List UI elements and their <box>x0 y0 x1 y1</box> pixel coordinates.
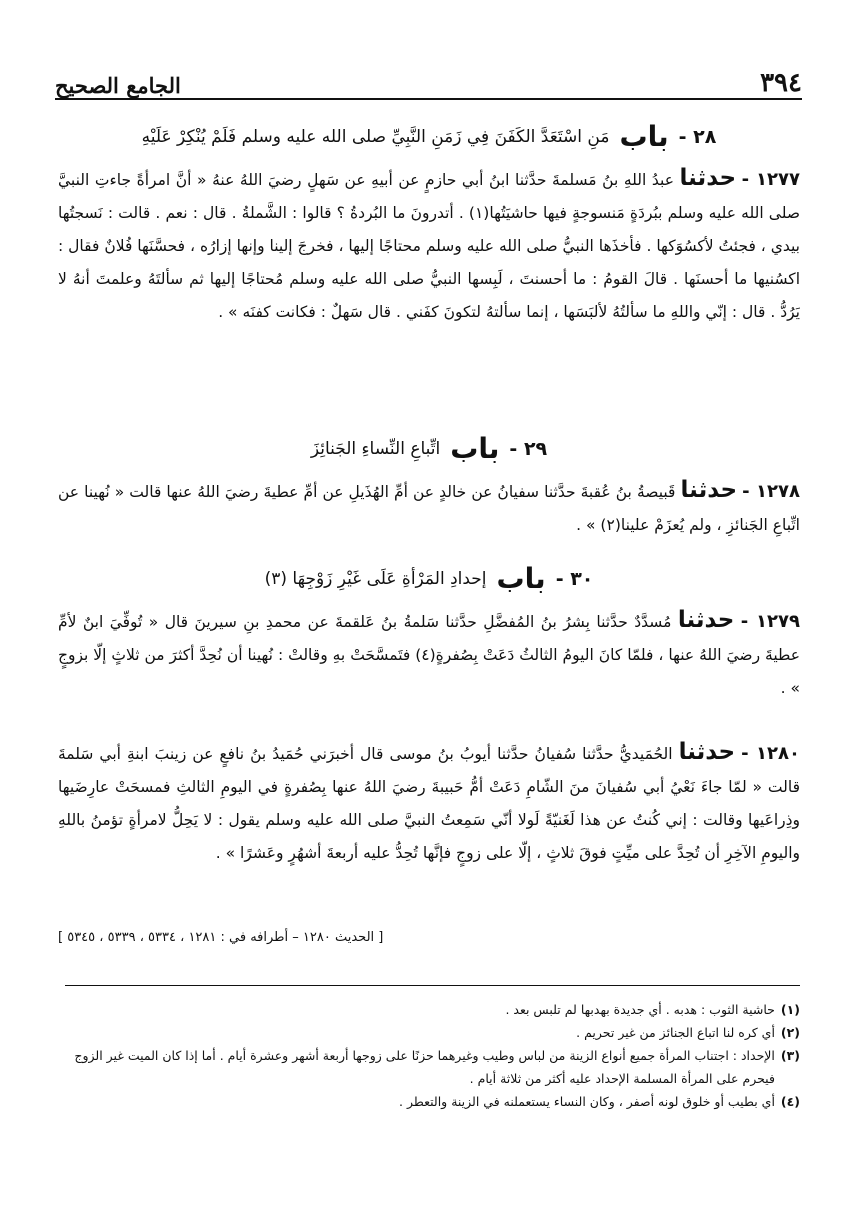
bab-label: باب <box>450 432 500 465</box>
hadith-paragraph <box>58 162 800 416</box>
bab-label: باب <box>496 562 546 595</box>
hadith-number: ١٢٨٠ - <box>741 743 800 764</box>
chapter-heading <box>58 554 800 604</box>
chapter-number: ٢٩ - <box>509 438 548 460</box>
hadith-number: ١٢٧٨ - <box>742 481 800 502</box>
footnote-text: أي بطيب أو خلوق لونه أصفر ، وكان النساء يستعملنه في الزينة والتعطر . <box>399 1094 775 1109</box>
chapter-title: مَنِ اسْتَعَدَّ الكَفَنَ فِي زَمَنِ النَّبِيِّ صلى الله عليه وسلم فَلَمْ يُنْكِرْ عَلَيْهِ <box>141 127 610 147</box>
footnote-number: (٤) <box>780 1094 800 1109</box>
hadith-paragraph <box>58 474 800 550</box>
haddathana-mark: حدثنا <box>678 739 736 765</box>
bab-label: باب <box>619 120 669 153</box>
page-header <box>55 58 802 100</box>
chapter-heading <box>58 112 800 162</box>
chapter-number: ٣٠ - <box>555 568 594 590</box>
footnote <box>58 1044 800 1090</box>
footnote-number: (٢) <box>780 1025 800 1040</box>
hadith-text: الحُمَيديُّ حدَّثنا سُفيانُ حدَّثنا أيوبُ بنُ موسى قال أخبرَني حُمَيدُ بنُ نافعٍ عن زينبَ ابنةِ أبي سَلمةَ قالت « لمّا جاءَ نَعْيُ أبي سُفيانَ منَ الشّامِ دَعَتْ أمُّ حَبيبةَ رضيَ اللهُ عنها بِصُفرةٍ في اليومِ الثالثِ فمسحَتْ عارِضَيها وذِراعَيها وقالت : إني كُنتُ عن هذا لَغَنيّةً لَولا أنّي سَمِعتُ النبيَّ صلى الله عليه وسلم يقول : لا يَحِلُّ لامرأةٍ تؤمنُ باللهِ واليومِ الآخِرِ أن تُحِدَّ على ميِّتٍ فوقَ ثلاثٍ ، إلّا على زوجٍ فإنَّها تُحِدُّ عليه أربعةَ أشهُرٍ وعَشرًا » . <box>58 745 800 862</box>
hadith-paragraph <box>58 736 800 926</box>
chapter-title: اتِّباعِ النِّساءِ الجَنائِزَ <box>310 439 441 459</box>
footnotes <box>58 998 800 1113</box>
hadith-text: عبدُ اللهِ بنُ مَسلمةَ حدَّثنا ابنُ أبي حازمٍ عن أبيهِ عن سَهلٍ رضيَ اللهُ عنهُ « أنَّ امرأةً جاءتِ النبيَّ صلى الله عليه وسلم ببُردَةٍ مَنسوجةٍ فيها حاشيَتُها(١) . أتدرونَ ما البُردةُ ؟ قالوا : الشَّملةُ . قال : نعم . قالت : نَسجتُها بيدي ، فجئتُ لأكسُوَكها . فأخذَها النبيُّ صلى الله عليه وسلم محتاجًا إليها ، فخرجَ إلينا وإنها إزارُه ، فحسَّنَها فُلانٌ فقال : اكسُنيها ما أحسنَها . قالَ القومُ : ما أحسنتَ ، لَبِسها النبيُّ صلى الله عليه وسلم مُحتاجًا إليها ثم سألتَهُ وعلمتَ أنهُ لا يَرُدُّ . قال : إنّي واللهِ ما سألتُهُ لألبَسَها ، إنما سألتهُ لتكونَ كفَني . قال سَهلٌ : فكانت كفنَه » . <box>58 171 800 321</box>
hadith-text: قَبيصةُ بنُ عُقبةَ حدَّثنا سفيانُ عن خالدٍ عن أمِّ الهُذَيلِ عن أمِّ عطيةَ رضيَ اللهُ عنها قالت « نُهينا عن اتِّباعِ الجَنائزِ ، ولم يُعزَمْ علينا(٢) » . <box>58 483 800 534</box>
chapter-heading <box>58 424 800 474</box>
hadith-reference: [ الحديث ١٢٨٠ – أطرافه في : ١٢٨١ ، ٥٣٣٤ ، ٥٣٣٩ ، ٥٣٤٥ ] <box>58 930 384 945</box>
footnote <box>58 998 800 1021</box>
footnote-divider <box>65 985 800 986</box>
page-number: ٣٩٤ <box>760 68 802 98</box>
hadith-text: مُسدَّدٌ حدَّثنا بِشرُ بنُ المُفضَّلِ حدَّثنا سَلمةُ بنُ عَلقمةَ عن محمدِ بنِ سيرينَ قال « تُوفِّيَ ابنٌ لأمِّ عطيةَ رضيَ اللهُ عنها ، فلمّا كانَ اليومُ الثالثُ دَعَتْ بِصُفرةٍ(٤) فتَمسَّحَتْ بهِ وقالتْ : نُهينا أن نُحِدَّ أكثرَ من ثلاثٍ إلّا بزوجٍ » . <box>58 613 800 697</box>
footnote-number: (١) <box>780 1002 800 1017</box>
footnote-number: (٣) <box>780 1048 800 1063</box>
footnote-text: حاشية الثوب : هدبه . أي جديدة بهدبها لم تلبس بعد . <box>505 1002 775 1017</box>
footnote-text: الإحداد : اجتناب المرأة جميع أنواع الزينة من لباس وطيب وغيرهما حزنًا على زوجها أربعة أشهر وعشرة أيام . أما إذا كان الميت غير الزوج فيحرم على المرأة المسلمة الإحداد عليه أكثر من ثلاثة أيام . <box>74 1048 775 1086</box>
footnote <box>58 1021 800 1044</box>
haddathana-mark: حدثنا <box>680 477 738 503</box>
chapter-number: ٢٨ - <box>678 126 717 148</box>
hadith-number: ١٢٧٩ - <box>740 611 800 632</box>
haddathana-mark: حدثنا <box>677 607 735 633</box>
page-body <box>58 112 800 948</box>
book-title: الجامع الصحيح <box>55 73 181 98</box>
haddathana-mark: حدثنا <box>679 165 737 191</box>
chapter-title: إحدادِ المَرْأةِ عَلَى غَيْرِ زَوْجِهَا (٣) <box>264 569 487 589</box>
footnote-text: أي كره لنا اتباع الجنائز من غير تحريم . <box>576 1025 775 1040</box>
hadith-number: ١٢٧٧ - <box>741 169 800 190</box>
hadith-paragraph <box>58 604 800 728</box>
footnote <box>58 1090 800 1113</box>
